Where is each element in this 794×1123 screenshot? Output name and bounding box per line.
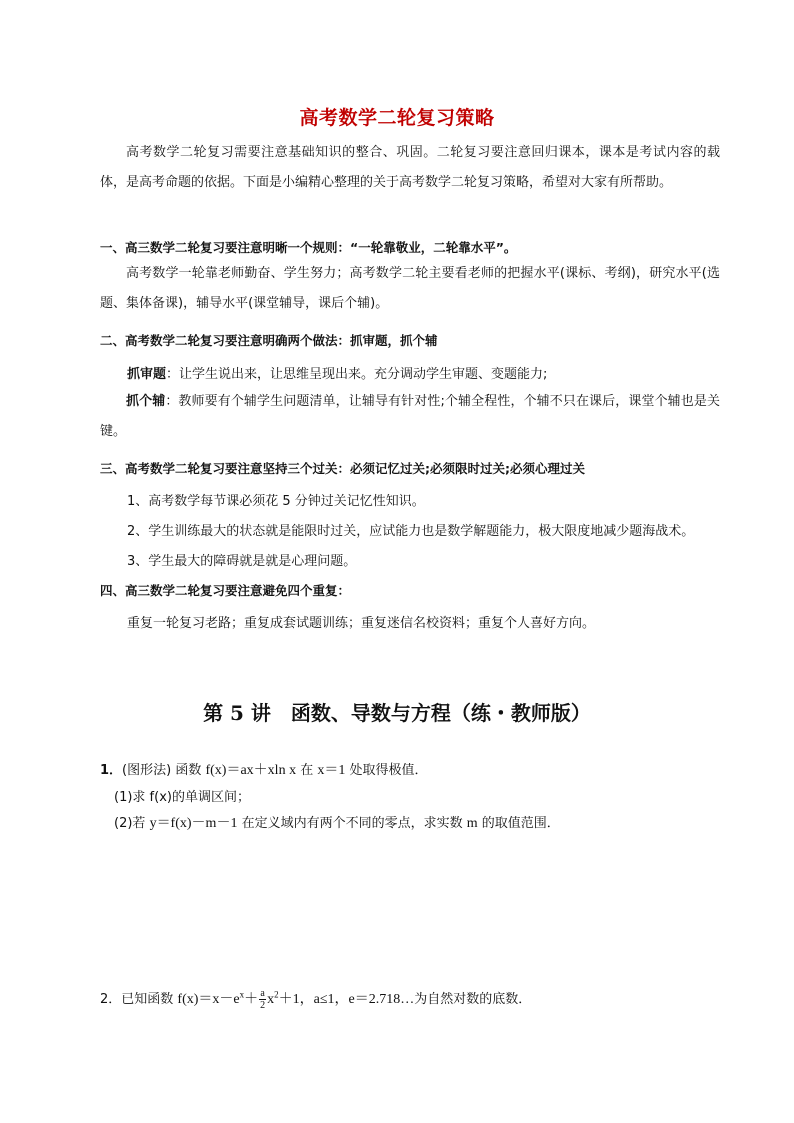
question-2-expression xyxy=(177,988,415,1012)
expr-part-c: x xyxy=(267,992,275,1007)
section-3-item-2: 2、学生训练最大的状态就是能限时过关，应试能力也是数学解题能力，极大限度地减少题海战术。 xyxy=(127,524,695,539)
question-2-lead: 已知函数 xyxy=(121,992,178,1007)
question-1-mid: 在 xyxy=(296,763,318,778)
point-1-text: ：让学生说出来，让思维呈现出来。充分调动学生审题、变题能力; xyxy=(166,367,548,382)
part-2-expr: y＝f(x)－m－1 xyxy=(149,816,238,831)
section-2-point-1 xyxy=(127,363,547,382)
section-2-heading: 二、高考数学二轮复习要注意明确两个做法：抓审题，抓个辅 xyxy=(100,333,438,348)
question-1-stem xyxy=(100,759,427,779)
question-1-tail: 处取得极值． xyxy=(345,763,428,778)
point-1-label: 抓审题 xyxy=(127,367,167,382)
expr-part-b: ＋ xyxy=(244,992,259,1007)
part-2-mid: 在定义域内有两个不同的零点，求实数 xyxy=(237,816,467,831)
intro-paragraph: 高考数学二轮复习需要注意基础知识的整合、巩固。二轮复习要注意回归课本，课本是考试内容的载体，是高考命题的依据。下面是小编精心整理的关于高考数学二轮复习策略，希望对大家有所帮助。 xyxy=(100,145,720,190)
expr-part-a: f(x)＝x－e xyxy=(177,992,240,1007)
fraction-numerator: a xyxy=(260,988,265,1000)
point-2-text: ：教师要有个辅学生问题清单，让辅导有针对性;个辅全程性，个辅不只在课后，课堂个辅也是关键。 xyxy=(100,394,720,439)
section-4-body: 重复一轮复习老路；重复成套试题训练；重复迷信名校资料；重复个人喜好方向。 xyxy=(127,616,596,631)
fraction-a-over-2 xyxy=(259,988,266,1011)
lecture-title: 第 5 讲 函数、导数与方程（练・教师版） xyxy=(203,701,591,725)
question-1-cond: x＝1 xyxy=(317,763,346,778)
fraction-denominator: 2 xyxy=(260,1000,266,1012)
question-1-number: 1． xyxy=(100,763,123,778)
part-2-lead: (2)若 xyxy=(114,816,150,831)
expr-part-d: ＋1，a≤1，e＝2.718… xyxy=(278,992,415,1007)
expr-sup-x: x xyxy=(239,989,245,1000)
question-2-tail: 为自然对数的底数． xyxy=(414,992,532,1007)
section-3-heading: 三、高考数学二轮复习要注意坚持三个过关：必须记忆过关;必须限时过关;必须心理过关 xyxy=(100,461,585,476)
section-2-point-2 xyxy=(100,387,720,447)
section-1-body: 高考数学一轮靠老师勤奋、学生努力；高考数学二轮主要看老师的把握水平(课标、考纲)，研究水平(选题、集体备课)，辅导水平(课堂辅导，课后个辅)。 xyxy=(100,266,720,311)
part-2-var: m xyxy=(466,816,478,831)
question-1-part-1: (1)求 f(x)的单调区间； xyxy=(114,790,250,805)
section-1-heading: 一、高三数学二轮复习要注意明晰一个规则：“一轮靠敬业，二轮靠水平”。 xyxy=(100,240,517,255)
question-2-stem xyxy=(100,988,531,1011)
question-2-number: 2． xyxy=(100,992,122,1007)
section-3-item-1: 1、高考数学每节课必须花 5 分钟过关记忆性知识。 xyxy=(127,494,425,509)
point-2-label: 抓个辅 xyxy=(126,394,166,409)
section-3-item-3: 3、学生最大的障碍就是就是心理问题。 xyxy=(127,554,357,569)
section-4-heading: 四、高三数学二轮复习要注意避免四个重复： xyxy=(100,583,351,598)
question-1-part-2 xyxy=(114,812,560,832)
part-2-tail: 的取值范围． xyxy=(477,816,560,831)
question-1-tag: (图形法) 函数 xyxy=(122,763,206,778)
doc-title: 高考数学二轮复习策略 xyxy=(299,107,495,129)
question-1-fx: f(x) xyxy=(205,763,227,778)
question-1-eq: ＝ax＋xln x xyxy=(226,763,297,778)
expr-sup-2: 2 xyxy=(274,989,279,1000)
